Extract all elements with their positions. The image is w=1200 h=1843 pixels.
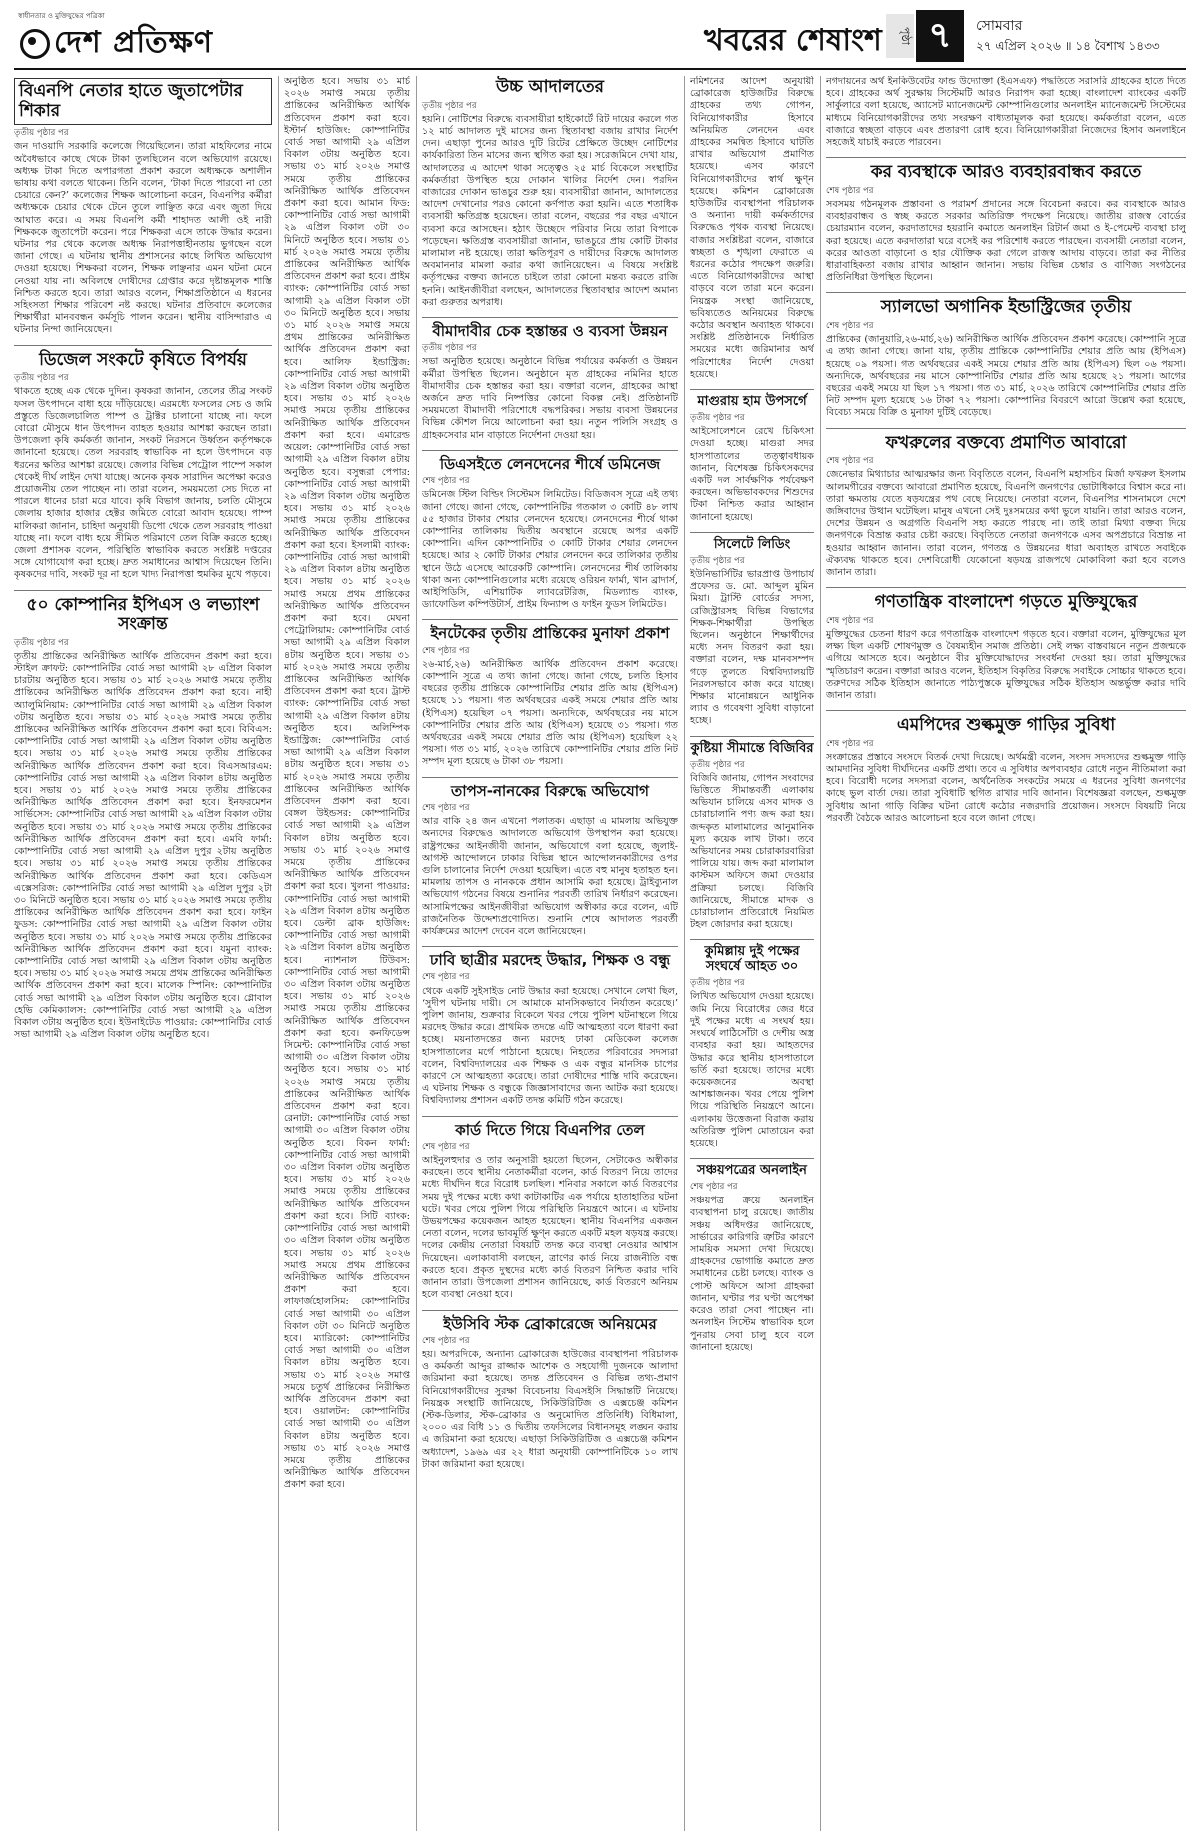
story-body: আর বাকি ২৪ জন এখনো পলাতক। এছাড়া এ মামলায় অভিযুক্ত অন্যদের বিরুদ্ধেও আদালতে অভিযোগ উপস্থাপন করা হয়েছে। রাষ্ট্রপক্ষের আইনজীবী জানান, অভিযোগে বলা হয়েছে, জুলাই-আগস্ট আন্দোলনে ঢাকার বিভিন্ন স্থানে আন্দোলনকারীদের ওপর গুলি চালানোর নির্দেশ দেওয়া হয়েছিল। এতে বহু মানুষ হতাহত হন। মামলায় তাপস ও নানককে প্রধান আসামি করা হয়েছে। ট্রাইব্যুনাল অভিযোগ গঠনের বিষয়ে শুনানির পরবর্তী তারিখ নির্ধারণ করেছেন। আসামিপক্ষের আইনজীবীরা অভিযোগ অস্বীকার করে বলেন, এটি রাজনৈতিক উদ্দেশ্যপ্রণোদিত। শুনানি শেষে আদালত পরবর্তী কার্যক্রমের আদেশ দেবেন বলে জানিয়েছেন। <box>422 816 678 937</box>
story-body: হয়। অপরদিকে, অন্যান্য ব্রোকারেজ হাউজের ব্যবস্থাপনা পরিচালক ও কর্মকর্তা আব্দুর রাজ্জাক আশেক ও সহযোগী দুজনকে আলাদা জরিমানা করা হয়েছে। তদন্ত প্রতিবেদন ও বিভিন্ন তথ্য-প্রমাণ বিনিয়োগকারীদের সুরক্ষা বিবেচনায় বিএসইসি সিদ্ধান্তটি নিয়েছে। নিয়ন্ত্রক সংস্থাটি জানিয়েছে, সিকিউরিটিজ ও এক্সচেঞ্জ কমিশন (স্টক-ডিলার, স্টক-ব্রোকার ও অনুমোদিত প্রতিনিধি) বিধিমালা, ২০০০ এর বিধি ১১ ও দ্বিতীয় তফসিলের বিধানসমূহ লঙ্ঘন করায় এ জরিমানা করা হয়েছে। এছাড়া সিকিউরিটিজ ও এক্সচেঞ্জ কমিশন অধ্যাদেশ, ১৯৬৯ এর ২২ ধারা অনুযায়ী কোম্পানিটিকে ১০ লাখ টাকা জরিমানা করা হয়েছে। <box>422 1348 678 1470</box>
headline: মাগুরায় হাম উপসর্গে <box>697 394 807 410</box>
continuation: শেষ পৃষ্ঠার পর <box>422 1141 470 1152</box>
continuation: তৃতীয় পৃষ্ঠার পর <box>14 637 69 648</box>
continuation: তৃতীয় পৃষ্ঠার পর <box>14 128 69 139</box>
continuation: শেষ পৃষ্ঠার পর <box>826 320 874 331</box>
story-body: প্রান্তিকের (জানুয়ারি,২৬-মার্চ,২৬) অনিরীক্ষিত আর্থিক প্রতিবেদন প্রকাশ করেছে। কোম্পানি সূত্রে এ তথ্য জানা গেছে। জানা যায়, তৃতীয় প্রান্তিকে কোম্পানিটির শেয়ার প্রতি আয় (ইপিএস) হয়েছে ০৯ পয়সা। গত অর্থবছরের একই সময়ে শেয়ার প্রতি আয় (ইপিএস) ছিল ০৬ পয়সা। অন্যদিকে, অর্থবছরের নয় মাসে কোম্পানিটির শেয়ার প্রতি আয় হয়েছে ২১ পয়সা। আগের বছরের একই সময়ে যা ছিল ১৭ পয়সা। গত ৩১ মার্চ, ২০২৬ তারিখে কোম্পানিটির শেয়ার প্রতি নিট সম্পদ মূল্য হয়েছে ১৬ টাকা ৭২ পয়সা। কোম্পানির বিবরণে আরো উল্লেখ করা হয়েছে, বিবেচ্য সময়ে বিক্রি ও মুনাফা দুটিই বেড়েছে। <box>826 334 1186 419</box>
masthead <box>14 6 1186 70</box>
story-body: সংক্রান্তের প্রস্তাবে সংসদে বিতর্ক দেখা দিয়েছে। অর্থমন্ত্রী বলেন, সংসদ সদস্যদের শুল্কমুক্ত গাড়ি আমদানির সুবিধা দীর্ঘদিনের একটি প্রথা। তবে এ সুবিধার অপব্যবহার রোধে নতুন নীতিমালা করা হবে। বিরোধী দলের সদস্যরা বলেন, অর্থনৈতিক সংকটের সময়ে এ ধরনের সুবিধা জনগণের কাছে ভুল বার্তা দেয়। তারা সুবিধাটি স্থগিত রাখার দাবি জানান। বিশেষজ্ঞরা বলছেন, শুল্কমুক্ত সুবিধায় আনা গাড়ি বিক্রির ঘটনা রোধে কঠোর নজরদারি প্রয়োজন। সংসদে বিষয়টি নিয়ে পরবর্তী বৈঠকে আরও আলোচনা হবে বলে জানা গেছে। <box>826 751 1186 824</box>
story-body: জেনেভার মিথ্যাচার আত্মরক্ষার জন্য বিবৃতিতে বলেন, বিএনপি মহাসচিব মির্জা ফখরুল ইসলাম আলমগীরের বক্তব্যে আবারো প্রমাণিত হয়েছে, বিএনপি জনগণের ভোটাধিকারে বিশ্বাস করে না। তারা ক্ষমতায় যেতে ষড়যন্ত্রের পথ বেছে নিয়েছে। নেতারা বলেন, বিএনপির শাসনামলে দেশে জঙ্গিবাদের উত্থান ঘটেছিল। মানুষ এখনো সেই দুঃসময়ের কথা ভুলে যায়নি। তারা আরও বলেন, দেশের উন্নয়ন ও অগ্রগতি বিএনপি সহ্য করতে পারছে না। তাই তারা মিথ্যা বক্তব্য দিয়ে জনগণকে বিভ্রান্ত করার চেষ্টা করছে। বিবৃতিতে নেতারা জনগণকে এসব অপপ্রচারে বিভ্রান্ত না হওয়ার আহ্বান জানান। তারা বলেন, গণতন্ত্র ও উন্নয়নের ধারা অব্যাহত রাখতে সবাইকে ঐক্যবদ্ধ থাকতে হবে। দেশবিরোধী যেকোনো ষড়যন্ত্র রাজপথে মোকাবিলা করা হবে বলেও জানান তারা। <box>826 469 1186 578</box>
continuation: শেষ পৃষ্ঠার পর <box>826 456 874 467</box>
story-diesel <box>14 351 272 582</box>
headline: উচ্চ আদালতের <box>495 77 605 97</box>
story-epsp <box>14 596 272 1042</box>
story-gonotantrik <box>826 593 1186 702</box>
headline: ডিজেল সংকটে কৃষিতে বিপর্যয় <box>39 349 247 370</box>
story-body: থাকতে হচ্ছে এক থেকে দুদিন। কৃষকরা জানান, তেলের তীব্র সংকট ফসল উৎপাদনে বাধা হয়ে দাঁড়িয়েছে। এরমধ্যে ফসলের সেচ ও জমি প্রস্তুতে ডিজেলচালিত পাম্প ও ট্রাক্টর চালানো যাচ্ছে না। ফলে বোরো মৌসুমে ধান উৎপাদন ব্যাহত হওয়ার আশঙ্কা করছেন তারা। উপজেলা কৃষি কর্মকর্তা জানান, সংকট নিরসনে উর্ধ্বতন কর্তৃপক্ষকে জানানো হয়েছে। তেল সরবরাহ স্বাভাবিক না হলে উৎপাদনে বড় ধরনের ক্ষতির আশঙ্কা রয়েছে। জেলার বিভিন্ন পেট্রোল পাম্পে সকাল থেকেই দীর্ঘ লাইন দেখা যাচ্ছে। অনেক কৃষক সারাদিন অপেক্ষা করেও প্রয়োজনীয় তেল পাচ্ছেন না। তারা বলেন, সময়মতো সেচ দিতে না পারলে ধানের চারা মরে যাবে। কৃষি বিভাগ জানায়, চলতি মৌসুমে জেলায় হাজার হাজার হেক্টর জমিতে বোরো আবাদ হয়েছে। পাম্প মালিকরা জানান, চাহিদা অনুযায়ী ডিপো থেকে তেল সরবরাহ পাওয়া যাচ্ছে না। ফলে বাধ্য হয়ে সীমিত পরিমাণে তেল বিক্রি করতে হচ্ছে। জেলা প্রশাসক বলেন, পরিস্থিতি স্বাভাবিক করতে সংশ্লিষ্ট দপ্তরের সঙ্গে যোগাযোগ করা হচ্ছে। দ্রুত সমাধানের আশ্বাস দিয়েছেন তিনি। কৃষকদের দাবি, সংকট দূর না হলে খাদ্য নিরাপত্তা হুমকির মুখে পড়বে। <box>14 386 272 581</box>
headline: কর ব্যবস্থাকে আরও ব্যবহারবান্ধব করতে <box>870 162 1142 183</box>
continuation: তৃতীয় পৃষ্ঠার পর <box>690 978 745 989</box>
weekday: সোমবার <box>976 18 1023 34</box>
story-body: আইসোলেশনে রেখে চিকিৎসা দেওয়া হচ্ছে। মাগুরা সদর হাসপাতালের তত্ত্বাবধায়ক জানান, বিশেষজ্ঞ চিকিৎসকদের একটি দল সার্বক্ষণিক পর্যবেক্ষণ করছেন। অভিভাবকদের শিশুদের টিকা নিশ্চিত করার আহ্বান জানানো হয়েছে। <box>690 426 814 523</box>
newspaper-logo <box>20 18 213 69</box>
story-body: মুক্তিযুদ্ধের চেতনা ধারণ করে গণতান্ত্রিক বাংলাদেশ গড়তে হবে। বক্তারা বলেন, মুক্তিযুদ্ধের মূল লক্ষ্য ছিল একটি শোষণমুক্ত ও বৈষম্যহীন সমাজ প্রতিষ্ঠা। সেই লক্ষ্য বাস্তবায়নে নতুন প্রজন্মকে এগিয়ে আসতে হবে। অনুষ্ঠানে বীর মুক্তিযোদ্ধাদের সংবর্ধনা দেওয়া হয়। তারা মুক্তিযুদ্ধের স্মৃতিচারণ করেন। বক্তারা আরও বলেন, ইতিহাস বিকৃতির বিরুদ্ধে সবাইকে সোচ্চার থাকতে হবে। তরুণদের সঠিক ইতিহাস জানাতে পাঠ্যপুস্তকে মুক্তিযুদ্ধের সঠিক ইতিহাস অন্তর্ভুক্ত করার দাবি জানান তারা। <box>826 628 1186 701</box>
story-savings <box>690 1164 814 1354</box>
story-mp-car <box>826 716 1186 825</box>
columns <box>14 76 1186 1831</box>
continuation: তৃতীয় পৃষ্ঠার পর <box>422 343 477 354</box>
story-bnp-leader <box>14 78 272 337</box>
story-mangura <box>690 395 814 524</box>
story-body: তৃতীয় প্রান্তিকের অনিরীক্ষিত আর্থিক প্রতিবেদন প্রকাশ করা হবে। স্টাইল ক্রাফট: কোম্পানিটির বোর্ড সভা আগামী ২৮ এপ্রিল বিকাল চারটায় অনুষ্ঠিত হবে। সভায় ৩১ মার্চ ২০২৬ সমাপ্ত সময়ে তৃতীয় প্রান্তিকের অনিরীক্ষিত আর্থিক প্রতিবেদন প্রকাশ করা হবে। নাহী অ্যালুমিনিয়াম: কোম্পানিটির বোর্ড সভা আগামী ২৯ এপ্রিল বিকাল ৩টায় অনুষ্ঠিত হবে। সভায় ৩১ মার্চ ২০২৬ সমাপ্ত সময়ে তৃতীয় প্রান্তিকের অনিরীক্ষিত আর্থিক প্রতিবেদন প্রকাশ করা হবে। বিবিএস: কোম্পানিটির বোর্ড সভা আগামী ২৯ এপ্রিল বিকাল ৩টায় অনুষ্ঠিত হবে। সভায় ৩১ মার্চ ২০২৬ সমাপ্ত সময়ে তৃতীয় প্রান্তিকের অনিরীক্ষিত আর্থিক প্রতিবেদন প্রকাশ করা হবে। বিএসআরএম: কোম্পানিটির বোর্ড সভা আগামী ২৯ এপ্রিল বিকাল ৪টায় অনুষ্ঠিত হবে। সভায় ৩১ মার্চ ২০২৬ সমাপ্ত সময়ে তৃতীয় প্রান্তিকের অনিরীক্ষিত আর্থিক প্রতিবেদন প্রকাশ করা হবে। ইনফরমেশন সার্ভিসেস: কোম্পানিটির বোর্ড সভা আগামী ২৯ এপ্রিল বিকাল ৩টায় অনুষ্ঠিত হবে। সভায় ৩১ মার্চ ২০২৬ সমাপ্ত সময়ে তৃতীয় প্রান্তিকের অনিরীক্ষিত আর্থিক প্রতিবেদন প্রকাশ করা হবে। এমবি ফার্মা: কোম্পানিটির বোর্ড সভা আগামী ২৯ এপ্রিল দুপুর ২টায় অনুষ্ঠিত হবে। সভায় ৩১ মার্চ ২০২৬ সমাপ্ত সময়ে তৃতীয় প্রান্তিকের অনিরীক্ষিত আর্থিক প্রতিবেদন প্রকাশ করা হবে। কেডিএস এক্সেসরিজ: কোম্পানিটির বোর্ড সভা আগামী ২৯ এপ্রিল দুপুর ২টা ৩০ মিনিটে অনুষ্ঠিত হবে। সভায় ৩১ মার্চ ২০২৬ সমাপ্ত সময়ে তৃতীয় প্রান্তিকের অনিরীক্ষিত আর্থিক প্রতিবেদন প্রকাশ করা হবে। ফাইন ফুডস: কোম্পানিটির বোর্ড সভা আগামী ২৯ এপ্রিল বিকাল ৩টায় অনুষ্ঠিত হবে। সভায় ৩১ মার্চ ২০২৬ সমাপ্ত সময়ে তৃতীয় প্রান্তিকের অনিরীক্ষিত আর্থিক প্রতিবেদন প্রকাশ করা হবে। যমুনা ব্যাংক: কোম্পানিটির বোর্ড সভা আগামী ২৯ এপ্রিল বিকাল ৩টায় অনুষ্ঠিত হবে। সভায় ৩১ মার্চ ২০২৬ সমাপ্ত সময়ে প্রথম প্রান্তিকের অনিরীক্ষিত আর্থিক প্রতিবেদন প্রকাশ করা হবে। মালেক স্পিনিং: কোম্পানিটির বোর্ড সভা আগামী ২৯ এপ্রিল বিকাল ৩টায় অনুষ্ঠিত হবে। গ্লোবাল হেভি কেমিক্যালস: কোম্পানিটির বোর্ড সভা আগামী ২৯ এপ্রিল বিকাল ৩টায় অনুষ্ঠিত হবে। ইউনাইটেড পাওয়ার: কোম্পানিটির বোর্ড সভা আগামী ২৯ এপ্রিল বিকাল ৩টায় অনুষ্ঠিত হবে। <box>14 650 272 1041</box>
continuation: শেষ পৃষ্ঠার পর <box>826 615 874 626</box>
story-high-court <box>422 78 678 309</box>
continuation: তৃতীয় পৃষ্ঠার পর <box>14 373 69 384</box>
logo-mark-icon <box>20 29 50 59</box>
headline: ঢাবি ছাত্রীর মরদেহ উদ্ধার, শিক্ষক ও বন্ধু <box>429 951 671 970</box>
continuation: তৃতীয় পৃষ্ঠার পর <box>690 555 745 566</box>
headline: বীমাদাবীর চেক হস্তান্তর ও ব্যবসা উন্নয়ন <box>432 322 668 340</box>
continuation: শেষ পৃষ্ঠার পর <box>422 645 470 656</box>
headline: ইনটেকের তৃতীয় প্রান্তিকের মুনাফা প্রকাশ <box>430 624 670 643</box>
logo-text: দেশ প্রতিক্ষণ <box>54 25 214 60</box>
headline: কুষ্টিয়া সীমান্তে বিজিবির <box>690 740 814 756</box>
headline: ৫০ কোম্পানির ইপিএস ও লভ্যাংশ সংক্রান্ত <box>26 594 260 635</box>
headline: কার্ড দিতে গিয়ে বিএনপির তেল <box>455 1120 645 1139</box>
story-salvo <box>826 298 1186 419</box>
continuation: শেষ পৃষ্ঠার পর <box>422 476 470 487</box>
continuation: শেষ পৃষ্ঠার পর <box>422 802 470 813</box>
story-body: আইনুলহুদার ও তার অনুসারী হয়তো ছিলেন, সেটাকেও অস্বীকার করছেন। তবে স্থানীয় নেতাকর্মীরা বলেন, কার্ড বিতরণ নিয়ে তাদের মধ্যে দীর্ঘদিন ধরে বিরোধ চলছিল। শনিবার সকালে কার্ড বিতরণের সময় দুই পক্ষের মধ্যে কথা কাটাকাটির এক পর্যায়ে হাতাহাতির ঘটনা ঘটে। খবর পেয়ে পুলিশ গিয়ে পরিস্থিতি নিয়ন্ত্রণে আনে। এ ঘটনায় উভয়পক্ষের কয়েকজন আহত হয়েছেন। স্থানীয় বিএনপির একজন নেতা বলেন, দলের ভাবমূর্তি ক্ষুণ্ন করতে একটি মহল ষড়যন্ত্র করছে। দলের কেন্দ্রীয় নেতারা বিষয়টি তদন্ত করে ব্যবস্থা নেওয়ার আশ্বাস দিয়েছেন। এলাকাবাসী বলছেন, ত্রাণের কার্ড নিয়ে রাজনীতি বন্ধ করতে হবে। প্রকৃত দুস্থদের মধ্যে কার্ড বিতরণ নিশ্চিত করার দাবি জানান তারা। উপজেলা প্রশাসন জানিয়েছে, কার্ড বিতরণে অনিয়ম হলে ব্যবস্থা নেওয়া হবে। <box>422 1155 678 1301</box>
story-body: জন দাওয়াদি সরকারি কলেজে গিয়েছিলেন। তারা মাহফিলের নামে অবৈধভাবে কাছে থেকে টাকা তুলছিলেন বলে অভিযোগ রয়েছে। অধ্যক্ষ টাকা দিতে অপারগতা প্রকাশ করলে অধ্যক্ষকে অশালীন ভাষায় কথা বলতে থাকেন। তিনি বলেন, ‘টাকা দিতে পারবো না তো চেয়ারে কেন?’ কলেজের শিক্ষক আলোচনা করেন, বিএনপির কর্মীরা অধ্যক্ষকে চেয়ার থেকে টেনে তুলে লাঞ্ছিত করে এবং জুতা দিয়ে আঘাত করে। এ সময় বিএনপি কর্মী শাহাদত আলী ওই নারী শিক্ষককে জুতাপেটা করেন। পরে শিক্ষকরা এসে তাকে উদ্ধার করেন। ঘটনার পর থেকে কলেজ অধ্যক্ষ নিরাপত্তাহীনতায় ভুগছেন বলে জানা গেছে। এ ঘটনায় স্থানীয় প্রশাসনের কাছে লিখিত অভিযোগ দেওয়া হয়েছে। শিক্ষকরা বলেন, শিক্ষক লাঞ্ছনার এমন ঘটনা মেনে নেওয়া যায় না। অবিলম্বে দোষীদের গ্রেপ্তার করে দৃষ্টান্তমূলক শাস্তি নিশ্চিত করতে হবে। তারা আরও বলেন, শিক্ষাপ্রতিষ্ঠানে এ ধরনের সহিংসতা শিক্ষার পরিবেশ নষ্ট করছে। ঘটনার প্রতিবাদে কলেজের শিক্ষার্থীরা মানববন্ধন কর্মসূচি পালন করেন। স্থানীয় বাসিন্দারাও এ ঘটনার নিন্দা জানিয়েছেন। <box>14 141 272 336</box>
story-fakhrul <box>826 434 1186 580</box>
story-comilla <box>690 945 814 1150</box>
story-body: সভা অনুষ্ঠিত হয়েছে। অনুষ্ঠানে বিভিন্ন পর্যায়ের কর্মকর্তা ও উন্নয়ন কর্মীরা উপস্থিত ছিলেন। অনুষ্ঠানে মৃত গ্রাহকের নমিনির হাতে বীমাদাবীর চেক হস্তান্তর করা হয়। বক্তারা বলেন, গ্রাহকের আস্থা অর্জনে দ্রুত দাবি নিষ্পত্তির কোনো বিকল্প নেই। প্রতিষ্ঠানটি সময়মতো বীমাদাবী পরিশোধে বদ্ধপরিকর। সভায় ব্যবসা উন্নয়নের বিভিন্ন কৌশল নিয়ে আলোচনা করা হয়। নতুন পলিসি সংগ্রহ ও গ্রাহকসেবার মান বাড়াতে নির্দেশনা দেওয়া হয়। <box>422 356 678 441</box>
headline: কুমিল্লায় দুই পক্ষের সংঘর্ষে আহত ৩০ <box>704 944 800 975</box>
headline: স্যালভো অগানিক ইন্ডাস্ট্রিজের তৃতীয় <box>880 297 1132 318</box>
headline: গণতান্ত্রিক বাংলাদেশ গড়তে মুক্তিযুদ্ধের <box>874 592 1138 613</box>
continuation: তৃতীয় পৃষ্ঠার পর <box>422 100 477 111</box>
continuation: শেষ পৃষ্ঠার পর <box>422 972 470 983</box>
story-body: ডমিনেজ স্টিল বিল্ডিং সিস্টেমস লিমিটেড। বিডিজবস সূত্রে এই তথ্য জানা গেছে। জানা গেছে, কোম্পানিটির গতকাল ৩ কোটি ৪৮ লাখ ৫৫ হাজার টাকার শেয়ার লেনদেন হয়েছে। লেনদেনের শীর্ষে থাকা কোম্পানির তালিকায় দ্বিতীয় অবস্থানে রয়েছে অপর একটি কোম্পানি। এদিন কোম্পানিটির ৩ কোটি টাকার শেয়ার লেনদেন হয়েছে। আর ২ কোটি টাকার শেয়ার লেনদেন করে তালিকার তৃতীয় স্থানে উঠে এসেছে আরেকটি কোম্পানি। লেনদেনের শীর্ষ তালিকায় থাকা অন্য কোম্পানিগুলোর মধ্যে রয়েছে ওরিয়ন ফার্মা, খান ব্রাদার্স, আইপিডিসি, এশিয়াটিক ল্যাবরেটরিজ, মিডল্যান্ড ব্যাংক, ড্যাফোডিল কম্পিউটার্স, প্রাইম ফিন্যান্স ও ফাইন ফুডস লিমিটেড। <box>422 489 678 611</box>
section-title: খবরের শেষাংশ <box>704 23 882 58</box>
story-card <box>422 1122 678 1302</box>
story-kushtia <box>690 742 814 932</box>
headline: এমপিদের শুল্কমুক্ত গাড়ির সুবিধা <box>896 715 1116 736</box>
column-4 <box>690 76 814 1831</box>
headline: বিএনপি নেতার হাতে জুতাপেটার শিকার <box>14 78 272 125</box>
story-body: নমিশনের আদেশ অনুযায়ী ব্রোকারেজ হাউজটির বিরুদ্ধে গ্রাহকের তথ্য গোপন, বিনিয়োগকারীর হিসাবে অনিয়মিত লেনদেন এবং গ্রাহকের সমন্বিত হিসাবে ঘাটতি রাখার অভিযোগ প্রমাণিত হয়েছে। এসব কারণে বিনিয়োগকারীদের স্বার্থ ক্ষুণ্ন হয়েছে। কমিশন ব্রোকারেজ হাউজটির ব্যবস্থাপনা পরিচালক ও অন্যান্য দায়ী কর্মকর্তাদের বিরুদ্ধেও পৃথক ব্যবস্থা নিয়েছে। বাজার সংশ্লিষ্টরা বলেন, বাজারে স্বচ্ছতা ও শৃঙ্খলা ফেরাতে এ ধরনের কঠোর পদক্ষেপ জরুরি। এতে বিনিয়োগকারীদের আস্থা বাড়বে বলে তারা মনে করেন। নিয়ন্ত্রক সংস্থা জানিয়েছে, ভবিষ্যতেও অনিয়মের বিরুদ্ধে কঠোর অবস্থান অব্যাহত থাকবে। সংশ্লিষ্ট প্রতিষ্ঠানকে নির্ধারিত সময়ের মধ্যে জরিমানার অর্থ পরিশোধের নির্দেশ দেওয়া হয়েছে। <box>690 76 814 380</box>
story-body: ইউনিভার্সিটির ভারপ্রাপ্ত উপাচার্য প্রফেসর ড. মো. আব্দুল মুমিন মিয়া। ট্রাস্টি বোর্ডের সদস্য, রেজিস্ট্রারসহ বিভিন্ন বিভাগের শিক্ষক-শিক্ষার্থীরা উপস্থিত ছিলেন। অনুষ্ঠানে শিক্ষার্থীদের মধ্যে সনদ বিতরণ করা হয়। বক্তারা বলেন, দক্ষ মানবসম্পদ গড়ে তুলতে বিশ্ববিদ্যালয়টি নিরলসভাবে কাজ করে যাচ্ছে। শিক্ষার মানোন্নয়নে আধুনিক ল্যাব ও গবেষণা সুবিধা বাড়ানো হচ্ছে। <box>690 568 814 727</box>
issue-date: ২৭ এপ্রিল ২০২৬ ॥ ১৪ বৈশাখ ১৪৩৩ <box>976 39 1160 53</box>
story-asset-mgmt <box>826 76 1186 149</box>
page-number: ৭ <box>916 10 964 62</box>
continuation: তৃতীয় পৃষ্ঠার পর <box>690 759 745 770</box>
story-dhabi <box>422 952 678 1107</box>
continuation: তৃতীয় পৃষ্ঠার পর <box>690 413 745 424</box>
headline: তাপস-নানকের বিরুদ্ধে অভিযোগ <box>451 781 649 800</box>
story-body: থেকে একটি সুইসাইড নোট উদ্ধার করা হয়েছে। সেখানে লেখা ছিল, ‘সুদীপ ঘটনায় দায়ী। সে আমাকে মানসিকভাবে নির্যাতন করেছে।’ পুলিশ জানায়, শুক্রবার বিকেলে খবর পেয়ে পুলিশ ঘটনাস্থলে গিয়ে মরদেহ উদ্ধার করে। প্রাথমিক তদন্তে এটি আত্মহত্যা বলে ধারণা করা হচ্ছে। ময়নাতদন্তের জন্য মরদেহ ঢাকা মেডিকেল কলেজ হাসপাতালের মর্গে পাঠানো হয়েছে। নিহতের পরিবারের সদস্যরা বলেন, বিশ্ববিদ্যালয়ের এক শিক্ষক ও এক বন্ধুর মানসিক চাপের কারণে সে আত্মহত্যা করেছে। তারা দোষীদের শাস্তি দাবি করেছেন। এ ঘটনায় শিক্ষক ও বন্ধুকে জিজ্ঞাসাবাদের জন্য আটক করা হয়েছে। বিশ্ববিদ্যালয় প্রশাসন একটি তদন্ত কমিটি গঠন করেছে। <box>422 985 678 1107</box>
story-dse <box>422 456 678 611</box>
headline: ফখরুলের বক্তব্যে প্রমাণিত আবারো <box>885 432 1127 453</box>
column-1 <box>14 76 272 1831</box>
continuation: শেষ পৃষ্ঠার পর <box>422 1335 470 1346</box>
column-2 <box>284 76 410 1831</box>
story-body: সঞ্চয়পত্র ক্রয়ে অনলাইন ব্যবস্থাপনা চালু রয়েছে। জাতীয় সঞ্চয় অধিদপ্তর জানিয়েছে, সার্ভারের কারিগরি ত্রুটির কারণে সাময়িক সমস্যা দেখা দিয়েছে। গ্রাহকদের ভোগান্তি কমাতে দ্রুত সমাধানের চেষ্টা চলছে। ব্যাংক ও পোস্ট অফিসে আসা গ্রাহকরা জানান, ঘণ্টার পর ঘণ্টা অপেক্ষা করেও তারা সেবা পাচ্ছেন না। অনলাইন সিস্টেম স্বাভাবিক হলে পুনরায় সেবা চালু হবে বলে জানানো হয়েছে। <box>690 1195 814 1353</box>
story-body: নগদায়নের অর্থ ইনকিউবেটর ফান্ড উদ্যোক্তা (ইএসএফ) পদ্ধতিতে সরাসরি গ্রাহকের হাতে দিতে হবে। গ্রাহকের অর্থ সুরক্ষায় সিস্টেমটি আরও নিরাপদ করা হচ্ছে। বাংলাদেশ ব্যাংকের একটি সার্কুলারে বলা হয়েছে, অ্যাসেট ম্যানেজমেন্ট কোম্পানিগুলোর অনলাইন ম্যানেজমেন্ট সিস্টেমের মাধ্যমে বিনিয়োগকারীদের তথ্য সংরক্ষণ বাধ্যতামূলক করা হয়েছে। কর্মকর্তারা বলেন, এতে বাজারে স্বচ্ছতা বাড়বে এবং প্রতারণা রোধ হবে। বিনিয়োগকারীরা নিজেদের হিসাব অনলাইনে সহজেই যাচাই করতে পারবেন। <box>826 76 1186 149</box>
story-sylhet <box>690 538 814 728</box>
story-umbrella <box>690 76 814 381</box>
continuation: শেষ পৃষ্ঠার পর <box>826 185 874 196</box>
story-body: লিখিত অভিযোগ দেওয়া হয়েছে। জমি নিয়ে বিরোধের জের ধরে দুই পক্ষের মধ্যে এ সংঘর্ষ হয়। সংঘর্ষে লাঠিসোঁটা ও দেশীয় অস্ত্র ব্যবহার করা হয়। আহতদের উদ্ধার করে স্থানীয় হাসপাতালে ভর্তি করা হয়েছে। তাদের মধ্যে কয়েকজনের অবস্থা আশঙ্কাজনক। খবর পেয়ে পুলিশ গিয়ে পরিস্থিতি নিয়ন্ত্রণে আনে। এলাকায় উত্তেজনা বিরাজ করায় অতিরিক্ত পুলিশ মোতায়েন করা হয়েছে। <box>690 991 814 1149</box>
logo-tagline: স্বাধীনতার ও মুক্তিযুদ্ধের পত্রিকা <box>18 12 105 20</box>
page-label: পৃষ্ঠা <box>886 14 914 58</box>
headline: সিলেটে লিডিং <box>713 536 791 552</box>
story-epsp-list <box>284 76 410 1492</box>
column-5 <box>826 76 1186 1831</box>
story-body: ২৬-মার্চ,২৬) অনিরীক্ষিত আর্থিক প্রতিবেদন প্রকাশ করেছে। কোম্পানি সূত্রে এ তথ্য জানা গেছে। জানা গেছে, চলতি হিসাব বছরের তৃতীয় প্রান্তিকে কোম্পানিটির শেয়ার প্রতি আয় (ইপিএস) হয়েছে ১১ পয়সা। গত অর্থবছরের একই সময়ে শেয়ার প্রতি আয় (ইপিএস) হয়েছিল ০৭ পয়সা। অন্যদিকে, অর্থবছরের নয় মাসে কোম্পানিটির শেয়ার প্রতি আয় (ইপিএস) হয়েছে ৩১ পয়সা। গত অর্থবছরের একই সময়ে শেয়ার প্রতি আয় (ইপিএস) হয়েছিল ২২ পয়সা। গত ৩১ মার্চ, ২০২৬ তারিখে কোম্পানিটির শেয়ার প্রতি নিট সম্পদ মূল্য হয়েছে ৬ টাকা ৩৮ পয়সা। <box>422 658 678 768</box>
story-ucb <box>422 1316 678 1471</box>
story-bima <box>422 323 678 442</box>
story-body: অনুষ্ঠিত হবে। সভায় ৩১ মার্চ ২০২৬ সমাপ্ত সময়ে তৃতীয় প্রান্তিকের অনিরীক্ষিত আর্থিক প্রতিবেদন প্রকাশ করা হবে। ইস্টার্ন হাউজিং: কোম্পানিটির বোর্ড সভা আগামী ২৯ এপ্রিল বিকাল ৩টায় অনুষ্ঠিত হবে। সভায় ৩১ মার্চ ২০২৬ সমাপ্ত সময়ে তৃতীয় প্রান্তিকের অনিরীক্ষিত আর্থিক প্রতিবেদন প্রকাশ করা হবে। আমান ফিড: কোম্পানিটির বোর্ড সভা আগামী ২৯ এপ্রিল বিকাল ৩টা ৩০ মিনিটে অনুষ্ঠিত হবে। সভায় ৩১ মার্চ ২০২৬ সমাপ্ত সময়ে তৃতীয় প্রান্তিকের অনিরীক্ষিত আর্থিক প্রতিবেদন প্রকাশ করা হবে। প্রাইম ব্যাংক: কোম্পানিটির বোর্ড সভা আগামী ২৯ এপ্রিল বিকাল ৩টা ৩০ মিনিটে অনুষ্ঠিত হবে। সভায় ৩১ মার্চ ২০২৬ সমাপ্ত সময়ে প্রথম প্রান্তিকের অনিরীক্ষিত আর্থিক প্রতিবেদন প্রকাশ করা হবে। আলিফ ইন্ডাস্ট্রিজ: কোম্পানিটির বোর্ড সভা আগামী ২৯ এপ্রিল বিকাল ৩টায় অনুষ্ঠিত হবে। সভায় ৩১ মার্চ ২০২৬ সমাপ্ত সময়ে তৃতীয় প্রান্তিকের অনিরীক্ষিত আর্থিক প্রতিবেদন প্রকাশ করা হবে। এমারেল্ড অয়েল: কোম্পানিটির বোর্ড সভা আগামী ২৯ এপ্রিল বিকাল ৪টায় অনুষ্ঠিত হবে। বসুন্ধরা পেপার: কোম্পানিটির বোর্ড সভা আগামী ২৯ এপ্রিল বিকাল ৩টায় অনুষ্ঠিত হবে। সভায় ৩১ মার্চ ২০২৬ সমাপ্ত সময়ে তৃতীয় প্রান্তিকের অনিরীক্ষিত আর্থিক প্রতিবেদন প্রকাশ করা হবে। ইসলামী ব্যাংক: কোম্পানিটির বোর্ড সভা আগামী ২৯ এপ্রিল বিকাল ৪টায় অনুষ্ঠিত হবে। সভায় ৩১ মার্চ ২০২৬ সমাপ্ত সময়ে প্রথম প্রান্তিকের অনিরীক্ষিত আর্থিক প্রতিবেদন প্রকাশ করা হবে। মেঘনা পেট্রোলিয়াম: কোম্পানিটির বোর্ড সভা আগামী ২৯ এপ্রিল বিকাল ৪টায় অনুষ্ঠিত হবে। সভায় ৩১ মার্চ ২০২৬ সমাপ্ত সময়ে তৃতীয় প্রান্তিকের অনিরীক্ষিত আর্থিক প্রতিবেদন প্রকাশ করা হবে। ট্রাস্ট ব্যাংক: কোম্পানিটির বোর্ড সভা আগামী ২৯ এপ্রিল বিকাল ৪টায় অনুষ্ঠিত হবে। অলিম্পিক ইন্ডাস্ট্রিজ: কোম্পানিটির বোর্ড সভা আগামী ২৯ এপ্রিল বিকাল ৪টায় অনুষ্ঠিত হবে। সভায় ৩১ মার্চ ২০২৬ সমাপ্ত সময়ে তৃতীয় প্রান্তিকের অনিরীক্ষিত আর্থিক প্রতিবেদন প্রকাশ করা হবে। বেঙ্গল উইন্ডসর: কোম্পানিটির বোর্ড সভা আগামী ২৯ এপ্রিল বিকাল ৪টায় অনুষ্ঠিত হবে। সভায় ৩১ মার্চ ২০২৬ সমাপ্ত সময়ে তৃতীয় প্রান্তিকের অনিরীক্ষিত আর্থিক প্রতিবেদন প্রকাশ করা হবে। খুলনা পাওয়ার: কোম্পানিটির বোর্ড সভা আগামী ২৯ এপ্রিল বিকাল ৪টায় অনুষ্ঠিত হবে। ডেল্টা ব্রাক হাউজিং: কোম্পানিটির বোর্ড সভা আগামী ২৯ এপ্রিল বিকাল ৪টায় অনুষ্ঠিত হবে। ন্যাশনাল টিউবস: কোম্পানিটির বোর্ড সভা আগামী ৩০ এপ্রিল বিকাল ৩টায় অনুষ্ঠিত হবে। সভায় ৩১ মার্চ ২০২৬ সমাপ্ত সময়ে তৃতীয় প্রান্তিকের অনিরীক্ষিত আর্থিক প্রতিবেদন প্রকাশ করা হবে। কনফিডেন্স সিমেন্ট: কোম্পানিটির বোর্ড সভা আগামী ৩০ এপ্রিল বিকাল ৩টায় অনুষ্ঠিত হবে। সভায় ৩১ মার্চ ২০২৬ সমাপ্ত সময়ে তৃতীয় প্রান্তিকের অনিরীক্ষিত আর্থিক প্রতিবেদন প্রকাশ করা হবে। রেনাটা: কোম্পানিটির বোর্ড সভা আগামী ৩০ এপ্রিল বিকাল ৩টায় অনুষ্ঠিত হবে। বিকন ফার্মা: কোম্পানিটির বোর্ড সভা আগামী ৩০ এপ্রিল বিকাল ৩টায় অনুষ্ঠিত হবে। সভায় ৩১ মার্চ ২০২৬ সমাপ্ত সময়ে তৃতীয় প্রান্তিকের অনিরীক্ষিত আর্থিক প্রতিবেদন প্রকাশ করা হবে। সিটি ব্যাংক: কোম্পানিটির বোর্ড সভা আগামী ৩০ এপ্রিল বিকাল ৩টায় অনুষ্ঠিত হবে। সভায় ৩১ মার্চ ২০২৬ সমাপ্ত সময়ে প্রথম প্রান্তিকের অনিরীক্ষিত আর্থিক প্রতিবেদন প্রকাশ করা হবে। লাফার্জহোলসিম: কোম্পানিটির বোর্ড সভা আগামী ৩০ এপ্রিল বিকাল ৩টা ৩০ মিনিটে অনুষ্ঠিত হবে। ম্যারিকো: কোম্পানিটির বোর্ড সভা আগামী ৩০ এপ্রিল বিকাল ৪টায় অনুষ্ঠিত হবে। সভায় ৩১ মার্চ ২০২৬ সমাপ্ত সময়ে চতুর্থ প্রান্তিকের নিরীক্ষিত আর্থিক প্রতিবেদন প্রকাশ করা হবে। ওয়ালটন: কোম্পানিটির বোর্ড সভা আগামী ৩০ এপ্রিল বিকাল ৪টায় অনুষ্ঠিত হবে। সভায় ৩১ মার্চ ২০২৬ সমাপ্ত সময়ে তৃতীয় প্রান্তিকের অনিরীক্ষিত আর্থিক প্রতিবেদন প্রকাশ করা হবে। <box>284 76 410 1491</box>
headline: সঞ্চয়পত্রের অনলাইন <box>697 1163 807 1179</box>
column-3 <box>422 76 678 1831</box>
continuation: শেষ পৃষ্ঠার পর <box>690 1182 738 1193</box>
story-intech <box>422 625 678 768</box>
headline: ইউসিবি স্টক ব্রোকারেজে অনিয়মের <box>443 1314 657 1333</box>
story-tax <box>826 163 1186 284</box>
headline: ডিএসইতে লেনদেনের শীর্ষে ডমিনেজ <box>439 454 661 473</box>
story-tapas <box>422 783 678 938</box>
continuation: শেষ পৃষ্ঠার পর <box>826 738 874 749</box>
story-body: সবসময় গঠনমূলক প্রস্তাবনা ও পরামর্শ প্রদানের সঙ্গে বিবেচনা করবে। কর ব্যবস্থাকে আরও ব্যবহারবান্ধব ও স্বচ্ছ করতে সরকার অতিরিক্ত পদক্ষেপ নিয়েছে। জাতীয় রাজস্ব বোর্ডের চেয়ারম্যান বলেন, করদাতাদের হয়রানি কমাতে অনলাইন রিটার্ন জমা ও ই-পেমেন্ট ব্যবস্থা চালু করা হয়েছে। এতে করদাতারা ঘরে বসেই কর পরিশোধ করতে পারছেন। ব্যবসায়ী নেতারা বলেন, করের আওতা বাড়ানো ও হার যৌক্তিক করা গেলে রাজস্ব আদায় বাড়বে। তারা কর নীতির ধারাবাহিকতা বজায় রাখার আহ্বান জানান। সভায় বিভিন্ন চেম্বার ও বাণিজ্য সংগঠনের প্রতিনিধিরা উপস্থিত ছিলেন। <box>826 198 1186 284</box>
story-body: বিজিবি জানায়, গোপন সংবাদের ভিত্তিতে সীমান্তবর্তী এলাকায় অভিযান চালিয়ে এসব মাদক ও চোরাচালানি পণ্য জব্দ করা হয়। জব্দকৃত মালামালের আনুমানিক মূল্য কয়েক লাখ টাকা। তবে অভিযানের সময় চোরাকারবারিরা পালিয়ে যায়। জব্দ করা মালামাল কাস্টমস অফিসে জমা দেওয়ার প্রক্রিয়া চলছে। বিজিবি জানিয়েছে, সীমান্তে মাদক ও চোরাচালান প্রতিরোধে নিয়মিত টহল জোরদার করা হয়েছে। <box>690 772 814 931</box>
story-body: হয়নি। নোটিশের বিরুদ্ধে ব্যবসায়ীরা হাইকোর্টে রিট দায়ের করলে গত ১২ মার্চ আদালত দুই মাসের জন্য স্থিতাবস্থা বজায় রাখার নির্দেশ দেন। এছাড়া পুনের আরও দুটি রিটের প্রেক্ষিতে উচ্ছেদ নোটিশের কার্যকারিতা তিন মাসের জন্য স্থগিত করা হয়। সরেজমিনে দেখা যায়, আদালতের এ আদেশ থাকা সত্ত্বেও ২৫ মার্চ বিকেলে সংস্থাটির কর্মকর্তারা উপস্থিত হয়ে দোকান খালির নির্দেশ দেন। পরদিন বাজারের দোকান ভাঙচুর শুরু হয়। ব্যবসায়ীরা জানান, আদালতের আদেশ দেখানোর পরও কোনো কর্ণপাত করা হয়নি। এতে শতাধিক ব্যবসায়ী ক্ষতিগ্রস্ত হয়েছেন। তারা বলেন, বছরের পর বছর এখানে ব্যবসা করে আসছেন। হঠাৎ উচ্ছেদে পরিবার নিয়ে তারা বিপাকে পড়েছেন। ক্ষতিগ্রস্ত ব্যবসায়ীরা জানান, ভাঙচুরে প্রায় কোটি টাকার মালামাল নষ্ট হয়েছে। তারা ক্ষতিপূরণ ও দায়ীদের বিরুদ্ধে আদালত অবমাননার মামলা করার কথা জানিয়েছেন। এ বিষয়ে সংশ্লিষ্ট কর্তৃপক্ষের বক্তব্য জানতে চাইলে তারা কোনো মন্তব্য করতে রাজি হননি। আইনজীবীরা বলছেন, আদালতের স্থিতাবস্থার আদেশ অমান্য করা গুরুতর অপরাধ। <box>422 113 678 308</box>
